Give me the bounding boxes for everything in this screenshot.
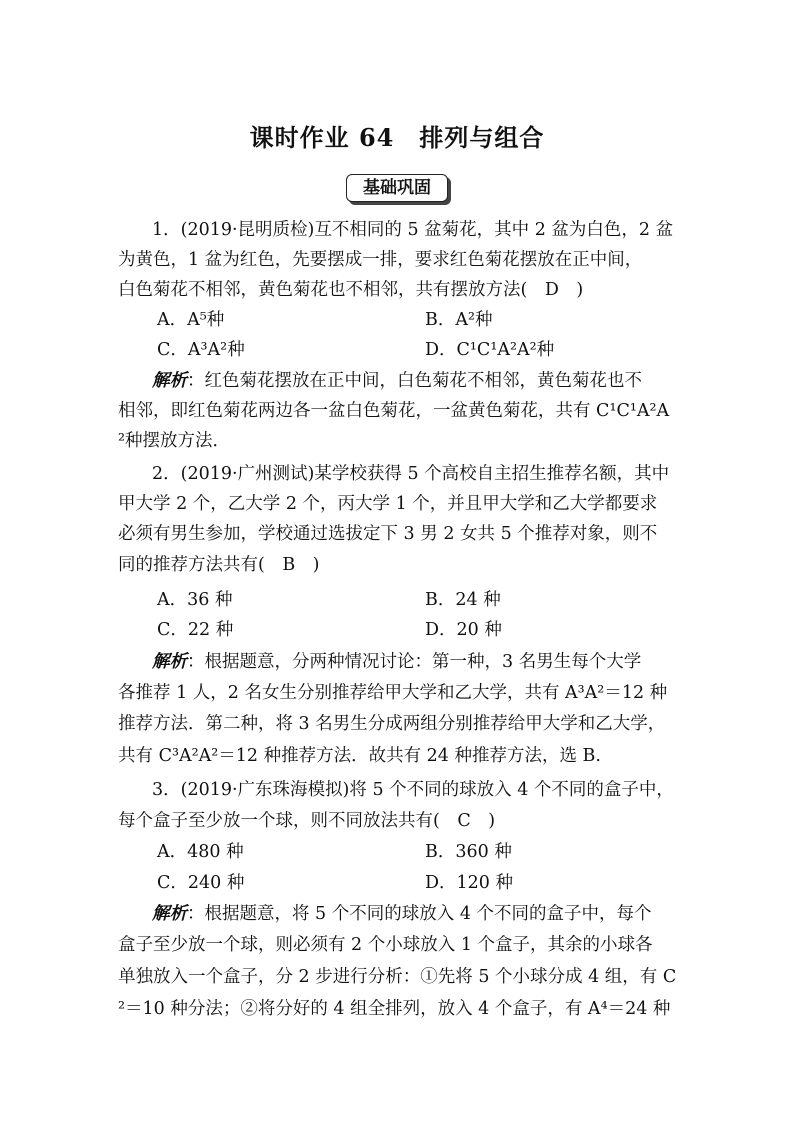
q1-line-3: 白色菊花不相邻，黄色菊花也不相邻，共有摆放方法( D ) <box>118 280 584 300</box>
q1-option-c: C．A³A²种 <box>157 340 245 360</box>
q2-analysis-line-3: 推荐方法．第二种，将 3 名男生分成两组分别推荐给甲大学和乙大学， <box>118 714 666 734</box>
q2-line-3: 必须有男生参加，学校通过选拔定下 3 男 2 女共 5 个推荐对象，则不 <box>118 524 658 544</box>
q1-analysis-line-2: 相邻，即红色菊花两边各一盆白色菊花，一盆黄色菊花，共有 C¹C¹A²A <box>118 401 670 421</box>
q1-option-d: D．C¹C¹A²A²种 <box>425 340 555 360</box>
q2-analysis-line-4: 共有 C³A²A²＝12 种推荐方法．故共有 24 种推荐方法，选 B. <box>118 746 601 766</box>
q3-option-c: C．240 种 <box>157 873 245 893</box>
q2-option-a: A．36 种 <box>157 590 233 610</box>
q1-analysis-line-1 <box>152 365 678 397</box>
q2-analysis-line-1 <box>152 646 678 678</box>
q3-analysis-line-2: 盒子至少放一个球，则必须有 2 个小球放入 1 个盒子，其余的小球各 <box>118 935 653 955</box>
q2-option-d: D．20 种 <box>425 620 502 640</box>
q3-analysis-text-1: ：根据题意，将 5 个不同的球放入 4 个不同的盒子中，每个 <box>187 904 652 924</box>
q3-analysis-line-1 <box>152 898 678 930</box>
q1-option-b: B．A²种 <box>425 310 493 330</box>
q3-option-b: B．360 种 <box>425 842 512 862</box>
q1-analysis-line-3: ²种摆放方法． <box>118 431 231 451</box>
q3-option-d: D．120 种 <box>425 873 513 893</box>
q3-analysis-line-4: ²＝10 种分法；②将分好的 4 组全排列，放入 4 个盒子，有 A⁴＝24 种 <box>118 999 671 1019</box>
q1-analysis-label: 解析 <box>152 371 187 391</box>
q3-line-1: 3．(2019·广东珠海模拟)将 5 个不同的球放入 4 个不同的盒子中， <box>152 780 674 800</box>
q1-option-a: A．A⁵种 <box>157 310 225 330</box>
q3-analysis-label: 解析 <box>152 904 187 924</box>
q2-line-1: 2．(2019·广州测试)某学校获得 5 个高校自主招生推荐名额，其中 <box>152 464 670 484</box>
q3-option-a: A．480 种 <box>157 842 244 862</box>
page-title: 课时作业 64 排列与组合 <box>249 123 545 152</box>
q2-analysis-text-1: ：根据题意，分两种情况讨论：第一种，3 名男生每个大学 <box>187 652 642 672</box>
section-badge-wrap <box>0 174 794 202</box>
q1-line-1: 1．(2019·昆明质检)互不相同的 5 盆菊花，其中 2 盆为白色，2 盆 <box>152 220 674 240</box>
q2-analysis-label: 解析 <box>152 652 187 672</box>
q2-line-2: 甲大学 2 个，乙大学 2 个，丙大学 1 个，并且甲大学和乙大学都要求 <box>118 494 658 514</box>
q2-option-c: C．22 种 <box>157 620 234 640</box>
q3-analysis-line-3: 单独放入一个盒子，分 2 步进行分析：①先将 5 个小球分成 4 组，有 C <box>118 967 677 987</box>
q2-analysis-line-2: 各推荐 1 人，2 名女生分别推荐给甲大学和乙大学，共有 A³A²＝12 种 <box>118 683 668 703</box>
q1-analysis-text-1: ：红色菊花摆放在正中间，白色菊花不相邻，黄色菊花也不 <box>187 371 642 391</box>
q1-line-2: 为黄色，1 盆为红色，先要摆成一排，要求红色菊花摆放在正中间， <box>118 250 643 270</box>
q3-line-2: 每个盒子至少放一个球，则不同放法共有( C ) <box>118 811 496 831</box>
section-badge: 基础巩固 <box>346 174 448 202</box>
q2-line-4: 同的推荐方法共有( B ) <box>118 555 320 575</box>
q2-option-b: B．24 种 <box>425 590 501 610</box>
